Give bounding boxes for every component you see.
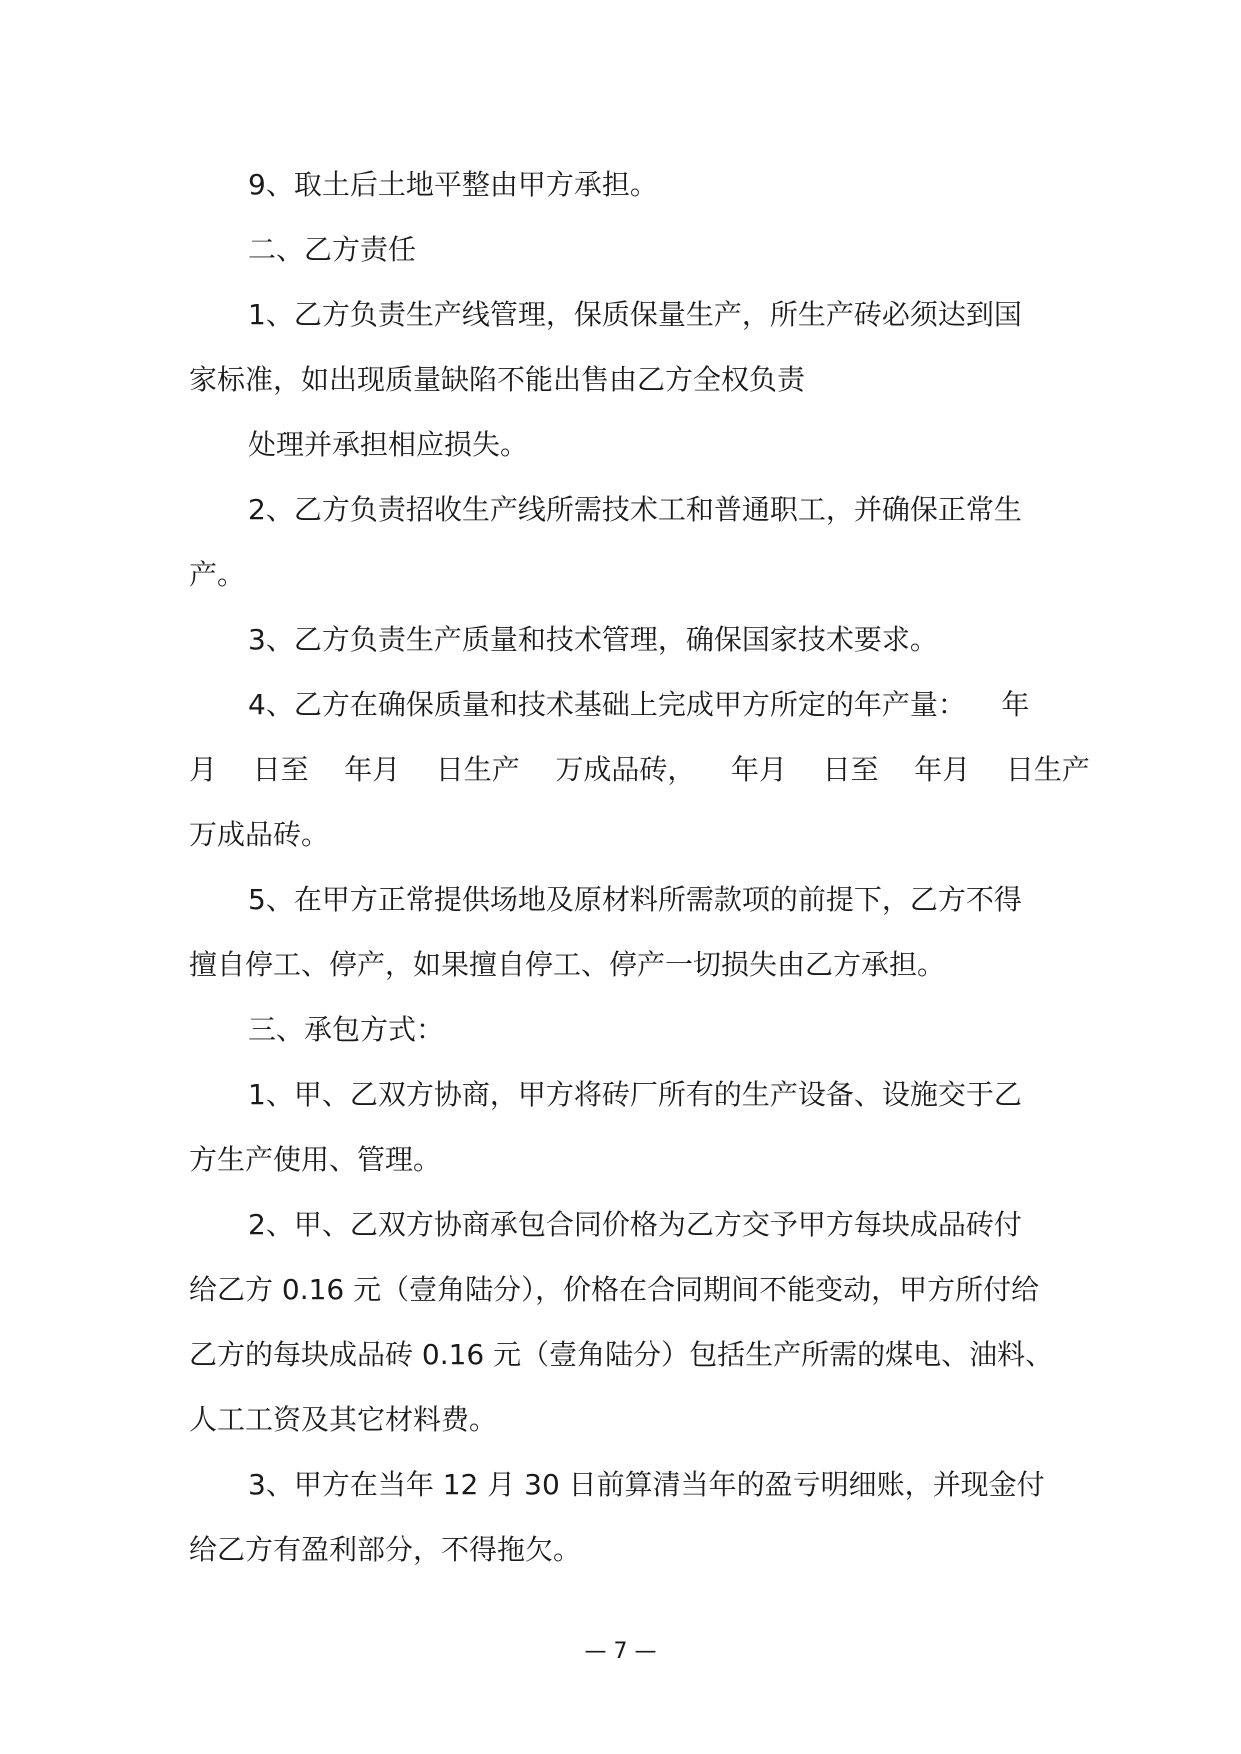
paragraph-line: 给乙方 0.16 元（壹角陆分），价格在合同期间不能变动，甲方所付给: [189, 1273, 1040, 1306]
paragraph-line: 万成品砖。: [189, 818, 330, 851]
paragraph-line: 处理并承担相应损失。: [248, 428, 529, 461]
paragraph-line: 家标准，如出现质量缺陷不能出售由乙方全权负责: [189, 363, 806, 396]
paragraph-line: 人工工资及其它材料费。: [189, 1403, 498, 1436]
paragraph-line: 擅自停工、停产，如果擅自停工、停产一切损失由乙方承担。: [189, 948, 946, 981]
page-number: — 7 —: [584, 1639, 657, 1664]
paragraph-line: 2、乙方负责招收生产线所需技术工和普通职工，并确保正常生: [248, 493, 1022, 526]
paragraph-line: 1、乙方负责生产线管理，保质保量生产，所生产砖必须达到国: [248, 298, 1022, 331]
paragraph-line: 4、乙方在确保质量和技术基础上完成甲方所定的年产量： 年: [248, 688, 1030, 721]
paragraph-line: 给乙方有盈利部分，不得拖欠。: [189, 1533, 582, 1566]
paragraph-line: 5、在甲方正常提供场地及原材料所需款项的前提下，乙方不得: [248, 883, 1022, 916]
section-heading: 二、乙方责任: [248, 233, 417, 266]
paragraph-line: 方生产使用、管理。: [189, 1143, 442, 1176]
paragraph-line: 2、甲、乙双方协商承包合同价格为乙方交予甲方每块成品砖付: [248, 1208, 1022, 1241]
paragraph-line: 月 日至 年月 日生产 万成品砖， 年月 日至 年月 日生产: [189, 753, 1090, 786]
paragraph-line: 3、乙方负责生产质量和技术管理，确保国家技术要求。: [248, 623, 938, 656]
section-heading: 三、承包方式：: [248, 1013, 445, 1046]
paragraph-line: 1、甲、乙双方协商，甲方将砖厂所有的生产设备、设施交于乙: [248, 1078, 1022, 1111]
paragraph-line: 9、取土后土地平整由甲方承担。: [248, 168, 658, 201]
paragraph-line: 乙方的每块成品砖 0.16 元（壹角陆分）包括生产所需的煤电、油料、: [189, 1338, 1054, 1371]
paragraph-line: 3、甲方在当年 12 月 30 日前算清当年的盈亏明细账，并现金付: [248, 1468, 1045, 1501]
paragraph-line: 产。: [189, 558, 246, 591]
